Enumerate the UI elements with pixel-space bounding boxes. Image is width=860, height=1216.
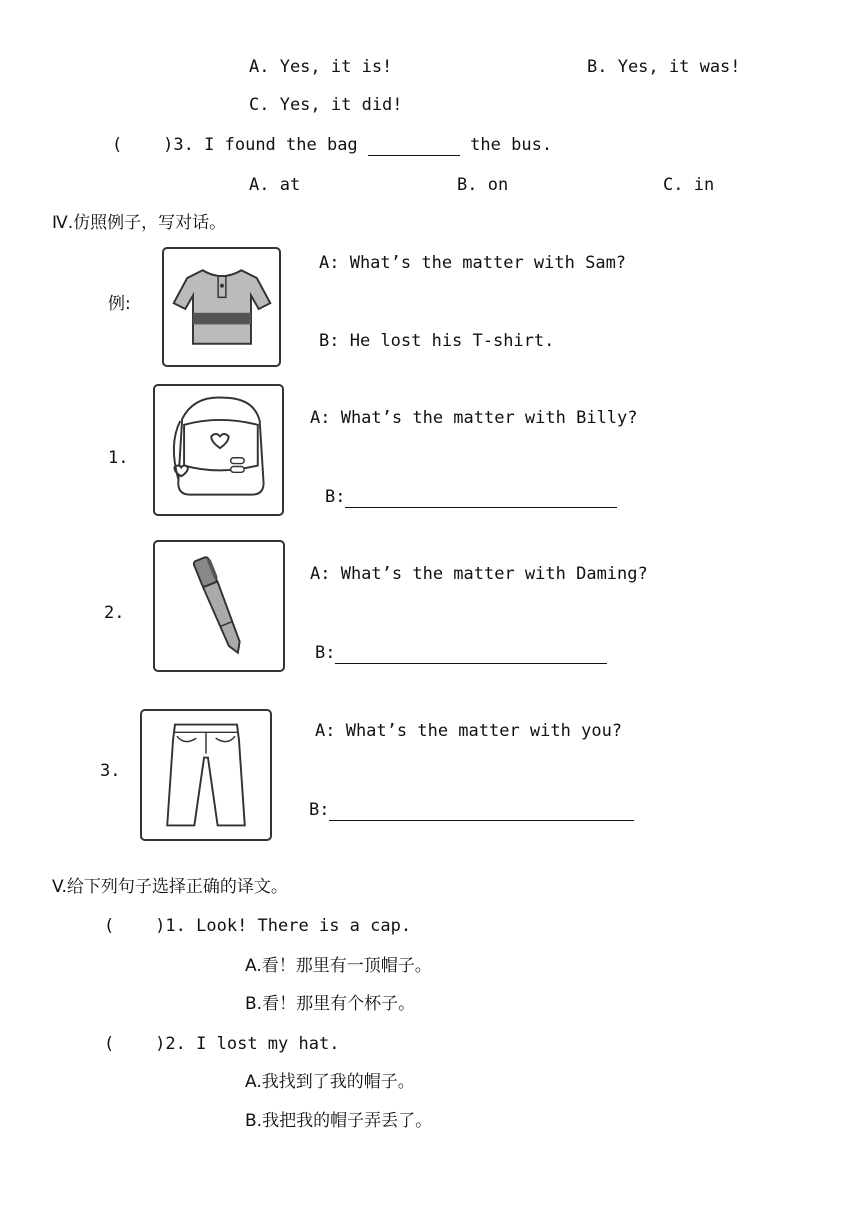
answer-prefix: B: [309, 800, 330, 820]
item-1-line-a: A: What’s the matter with Billy? [310, 408, 638, 428]
answer-prefix: B: [315, 643, 336, 663]
answer-line[interactable] [345, 493, 617, 508]
item-1-number: 1. [108, 448, 129, 468]
answer-line[interactable] [329, 806, 634, 821]
question-text: I lost my hat. [196, 1034, 340, 1054]
q3-option-b: B. on [457, 175, 509, 195]
q3-option-c: C. in [663, 175, 715, 195]
section-5-heading: V.给下列句子选择正确的译文。 [52, 877, 288, 897]
s5-question-2 [104, 1033, 339, 1055]
q2-option-c: C. Yes, it did! [249, 95, 403, 115]
item-2-line-a: A: What’s the matter with Daming? [310, 564, 648, 584]
q3-text-after: the bus. [470, 135, 553, 155]
q3-option-a: A. at [249, 175, 301, 195]
item-3-number: 3. [100, 761, 121, 781]
example-line-b: B: He lost his T-shirt. [319, 331, 555, 351]
answer-line[interactable] [335, 649, 607, 664]
answer-paren: ( )1. [104, 916, 186, 936]
trousers-icon [142, 711, 270, 839]
item-3-line-a: A: What’s the matter with you? [315, 721, 623, 741]
s5-q2-option-a: A.我找到了我的帽子。 [245, 1072, 415, 1092]
answer-blank[interactable] [368, 141, 460, 156]
s5-q1-option-a: A.看！那里有一顶帽子。 [245, 956, 432, 976]
trousers-picture [140, 709, 272, 841]
question-text: Look! There is a cap. [196, 916, 412, 936]
q3-text-before: I found the bag [204, 135, 358, 155]
item-1-line-b [325, 486, 617, 508]
answer-prefix: B: [325, 487, 346, 507]
tshirt-icon [164, 249, 279, 365]
section-4-heading: Ⅳ.仿照例子，写对话。 [52, 213, 227, 233]
answer-paren: ( )2. [104, 1034, 186, 1054]
pen-picture [153, 540, 285, 672]
schoolbag-picture [153, 384, 284, 516]
q2-option-a: A. Yes, it is! [249, 57, 393, 77]
item-2-line-b [315, 642, 607, 664]
q2-option-b: B. Yes, it was! [587, 57, 741, 77]
example-line-a: A: What’s the matter with Sam? [319, 253, 627, 273]
schoolbag-icon [155, 386, 282, 514]
q3-question [112, 134, 552, 156]
s5-question-1 [104, 915, 411, 937]
tshirt-picture [162, 247, 281, 367]
pen-icon [155, 542, 283, 670]
s5-q1-option-b: B.看！那里有个杯子。 [245, 994, 416, 1014]
item-2-number: 2. [104, 603, 125, 623]
answer-paren: ( )3. [112, 135, 194, 155]
example-label: 例: [108, 294, 131, 314]
s5-q2-option-b: B.我把我的帽子弄丢了。 [245, 1111, 433, 1131]
item-3-line-b [309, 799, 634, 821]
